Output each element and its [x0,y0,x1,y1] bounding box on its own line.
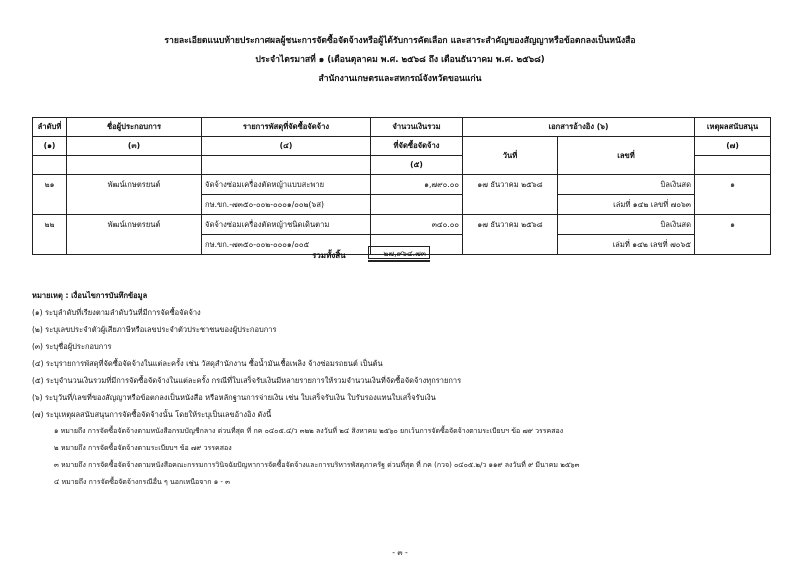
row-item: จัดจ้างซ่อมเครื่องตัดหญ้าชนิดเดินตาม [202,215,371,235]
header-operator-note: (๓) [67,137,202,156]
row-date: ๑๗ ธันวาคม ๒๕๖๘ [463,175,558,195]
note-item: (๒) ระบุเลขประจำตัวผู้เสียภาษีหรือเลขประจำตัวประชาชนของผู้ประกอบการ [32,325,277,334]
table-row-continuation [33,195,771,215]
total-label: รวมทั้งสิ้น [312,251,346,260]
row-doc-type: บิลเงินสด [558,215,695,235]
header-reference: เอกสารอ้างอิง (๖) [463,118,695,137]
header-order: ลำดับที่ [33,118,67,137]
row-reason: ๑ [695,175,771,195]
heading-office: สำนักงานเกษตรและสหกรณ์จังหวัดขอนแก่น [318,74,482,84]
table-row [33,175,771,195]
header-reason-note: (๗) [695,137,771,156]
header-amount-line1: จำนวนเงินรวม [371,118,463,137]
row-doc-type: บิลเงินสด [558,175,695,195]
notes-title: หมายเหตุ : เงื่อนไขการบันทึกข้อมูล [32,291,148,300]
header-ref-number: เลขที่ [558,137,695,175]
note-sub-item: ๓ หมายถึง การจัดซื้อจัดจ้างตามหนังสือคณะกรรมการวินิจฉัยปัญหาการจัดซื้อจัดจ้างและการบริหารพัสดุภาครัฐ ด่วนที่สุด ที่ กค (กวจ) ๐๔๐๕.๒/ว ๑๑๙ ลงวันที่ ๙ มีนาคม ๒๕๖๓ [54,461,580,469]
header-item-note: (๔) [202,137,371,156]
header-amount-line2: ที่จัดซื้อจัดจ้าง [371,137,463,156]
note-sub-item: ๔ หมายถึง การจัดซื้อจัดจ้างกรณีอื่น ๆ นอกเหนือจาก ๑ - ๓ [54,478,230,486]
row-doc-number: เล่มที่ ๑๔๒ เลขที่ ๗๐๖๕ [558,235,695,255]
row-item: จัดจ้างซ่อมเครื่องตัดหญ้าแบบสะพาย [202,175,371,195]
header-amount-note: (๕) [371,156,463,175]
note-sub-item: ๒ หมายถึง การจัดซื้อจัดจ้างตามระเบียบฯ ข้อ ๗๙ วรรคสอง [54,444,232,452]
header-order-note: (๑) [33,137,67,156]
table-header-row [33,118,771,137]
note-item: (๗) ระบุเหตุผลสนับสนุนการจัดซื้อจัดจ้างนั้น โดยให้ระบุเป็นเลขอ้างอิง ดังนี้ [32,410,272,419]
row-operator: พัฒน์เกษตรยนต์ [67,175,202,195]
table-header-row [33,137,771,156]
row-reason: ๑ [695,215,771,235]
header-item: รายการพัสดุที่จัดซื้อจัดจ้าง [202,118,371,137]
header-ref-date: วันที่ [463,137,558,175]
procurement-table [32,117,771,255]
row-operator: พัฒน์เกษตรยนต์ [67,215,202,235]
note-item: (๔) ระบุรายการพัสดุที่จัดซื้อจัดจ้างในแต่ละครั้ง เช่น วัสดุสำนักงาน ซื้อน้ำมันเชื้อเพลิง จ้างซ่อมรถยนต์ เป็นต้น [32,359,383,368]
heading-quarter: ประจำไตรมาสที่ ๑ (เดือนตุลาคม พ.ศ. ๒๕๖๘ ถึง เดือนธันวาคม พ.ศ. ๒๕๖๘) [255,55,545,65]
row-amount: ๑,๗๙๐.๐๐ [371,175,463,195]
note-item: (๓) ระบุชื่อผู้ประกอบการ [32,342,112,351]
header-operator: ชื่อผู้ประกอบการ [67,118,202,137]
header-reason: เหตุผลสนับสนุน [695,118,771,137]
row-item-code: กษ.ขก.-๗๓๕๐-๐๐๒-๐๐๐๑/๐๐๒(๖ส) [202,195,371,215]
note-item: (๑) ระบุลำดับที่เรียงตามลำดับวันที่มีการจัดซื้อจัดจ้าง [32,308,201,317]
row-order: ๒๒ [33,215,67,235]
note-item: (๖) ระบุวันที่/เลขที่ของสัญญาหรือข้อตกลงเป็นหนังสือ หรือหลักฐานการจ่ายเงิน เช่น ใบเสร็จรับเงิน ใบรับรองแทนใบเสร็จรับเงิน [32,393,436,402]
row-amount: ๓๔๐.๐๐ [371,215,463,235]
row-doc-number: เล่มที่ ๑๔๒ เลขที่ ๗๐๖๓ [558,195,695,215]
row-item-code: กษ.ขก.-๗๓๕๐-๐๐๒-๐๐๐๑/๐๐๕ [202,235,371,255]
note-sub-item: ๑ หมายถึง การจัดซื้อจัดจ้างตามหนังสือกรมบัญชีกลาง ด่วนที่สุด ที่ กค ๐๔๐๕.๔/ว ๓๒๒ ลงวันที่ ๒๔ สิงหาคม ๒๕๖๐ ยกเว้นการจัดซื้อจัดจ้างตามระเบียบฯ ข้อ ๗๙ วรรคสอง [54,427,564,435]
row-order: ๒๑ [33,175,67,195]
total-value: ๒๗,๙๖๔.๗๓ [368,246,430,259]
heading-title: รายละเอียดแนบท้ายประกาศผลผู้ชนะการจัดซื้อจัดจ้างหรือผู้ได้รับการคัดเลือก และสาระสำคัญของสัญญาหรือข้อตกลงเป็นหนังสือ [164,36,636,46]
table-row [33,215,771,235]
page-number: - ๓ - [392,548,408,557]
row-date: ๑๗ ธันวาคม ๒๕๖๘ [463,215,558,235]
note-item: (๕) ระบุจำนวนเงินรวมที่มีการจัดซื้อจัดจ้างในแต่ละครั้ง กรณีที่ใบเสร็จรับเงินมีหลายรายการให้รวมจำนวนเงินที่จัดซื้อจัดจ้างทุกรายการ [32,376,462,385]
